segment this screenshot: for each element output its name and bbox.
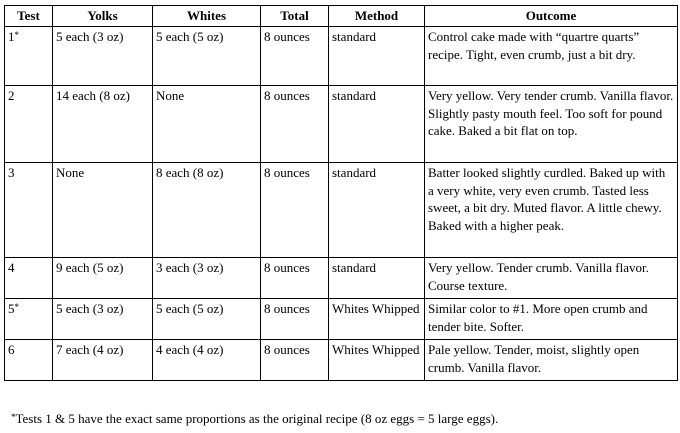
footnote-text: Tests 1 & 5 have the exact same proportions as the original recipe (8 oz eggs = 5 large eggs). (15, 411, 499, 426)
header-row (5, 6, 678, 27)
table-row (5, 163, 678, 258)
table-row (5, 340, 678, 381)
footnote-marker: * (14, 30, 19, 40)
cell-total: 8 ounces (261, 340, 329, 381)
cell-whites: None (153, 86, 261, 163)
test-number: 3 (8, 165, 15, 180)
cell-test (5, 340, 53, 381)
cell-yolks: 9 each (5 oz) (53, 258, 153, 299)
cell-method: Whites Whipped (329, 340, 425, 381)
cell-method: standard (329, 163, 425, 258)
cell-test (5, 27, 53, 86)
test-number: 4 (8, 260, 15, 275)
header-total: Total (261, 6, 329, 27)
cell-whites: 5 each (5 oz) (153, 299, 261, 340)
cell-yolks: 5 each (3 oz) (53, 27, 153, 86)
cell-whites: 8 each (8 oz) (153, 163, 261, 258)
cell-outcome: Similar color to #1. More open crumb and tender bite. Softer. (425, 299, 678, 340)
table-row (5, 86, 678, 163)
cell-yolks: None (53, 163, 153, 258)
cell-outcome: Very yellow. Tender crumb. Vanilla flavor. Course texture. (425, 258, 678, 299)
footnote (11, 410, 498, 428)
cell-yolks: 14 each (8 oz) (53, 86, 153, 163)
cell-whites: 5 each (5 oz) (153, 27, 261, 86)
cell-yolks: 7 each (4 oz) (53, 340, 153, 381)
cell-outcome: Batter looked slightly curdled. Baked up with a very white, very even crumb. Tasted less sweet, a bit dry. Muted flavor. A little chewy. Baked with a higher peak. (425, 163, 678, 258)
header-test: Test (5, 6, 53, 27)
cell-method: standard (329, 86, 425, 163)
table-row (5, 299, 678, 340)
cell-method: Whites Whipped (329, 299, 425, 340)
table-row (5, 258, 678, 299)
egg-test-table (4, 5, 678, 381)
cell-test (5, 299, 53, 340)
header-method: Method (329, 6, 425, 27)
test-number: 5 (8, 301, 15, 316)
cell-test (5, 258, 53, 299)
test-number: 6 (8, 342, 15, 357)
cell-total: 8 ounces (261, 86, 329, 163)
cell-outcome: Very yellow. Very tender crumb. Vanilla flavor. Slightly pasty mouth feel. Too soft for pound cake. Baked a bit flat on top. (425, 86, 678, 163)
cell-whites: 4 each (4 oz) (153, 340, 261, 381)
cell-total: 8 ounces (261, 163, 329, 258)
cell-method: standard (329, 27, 425, 86)
cell-method: standard (329, 258, 425, 299)
test-number: 1 (8, 29, 15, 44)
footnote-marker: * (11, 412, 16, 422)
cell-outcome: Pale yellow. Tender, moist, slightly open crumb. Vanilla flavor. (425, 340, 678, 381)
cell-total: 8 ounces (261, 258, 329, 299)
table-row (5, 27, 678, 86)
cell-outcome: Control cake made with “quartre quarts” recipe. Tight, even crumb, just a bit dry. (425, 27, 678, 86)
header-whites: Whites (153, 6, 261, 27)
cell-whites: 3 each (3 oz) (153, 258, 261, 299)
cell-test (5, 163, 53, 258)
test-number: 2 (8, 88, 15, 103)
footnote-marker: * (14, 302, 19, 312)
cell-test (5, 86, 53, 163)
cell-total: 8 ounces (261, 27, 329, 86)
header-yolks: Yolks (53, 6, 153, 27)
cell-total: 8 ounces (261, 299, 329, 340)
header-outcome: Outcome (425, 6, 678, 27)
cell-yolks: 5 each (3 oz) (53, 299, 153, 340)
